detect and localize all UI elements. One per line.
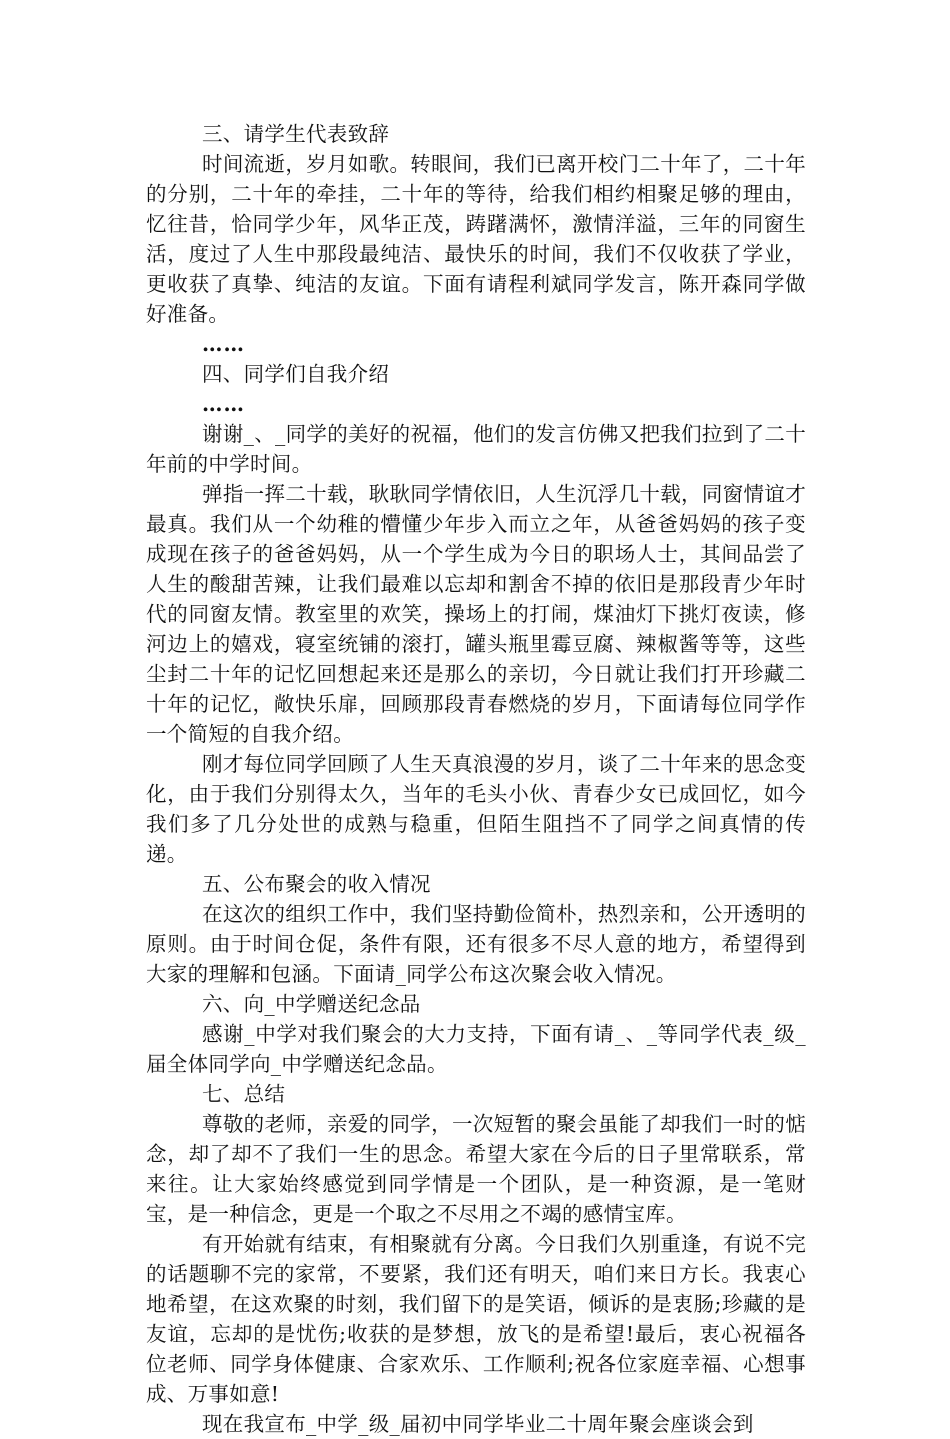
section-heading-6: 六、向_中学赠送纪念品 — [202, 992, 421, 1016]
paragraph-memories: 弹指一挥二十载，耿耿同学情依旧，人生沉浮几十载，同窗情谊才最真。我们从一个幼稚的懵懂少年步入而立之年，从爸爸妈妈的孩子变成现在孩子的爸爸妈妈，从一个学生成为今日的职场人士，其间品尝了人生的酸甜苦辣，让我们最难以忘却和割舍不掉的依旧是那段青少年时代的同窗友情。教室里的欢笑，操场上的打闹，煤油灯下挑灯夜读，修河边上的嬉戏，寝室统铺的滚打，罐头瓶里霉豆腐、辣椒酱等等，这些尘封二十年的记忆回想起来还是那么的亲切，今日就让我们打开珍藏二十年的记忆，敞快乐扉，回顾那段青春燃烧的岁月，下面请每位同学作一个简短的自我介绍。 — [146, 482, 806, 746]
paragraph-student-speech: 时间流逝，岁月如歌。转眼间，我们已离开校门二十年了，二十年的分别，二十年的牵挂，二十年的等待，给我们相约相聚足够的理由，忆往昔，恰同学少年，风华正茂，踌躇满怀，激情洋溢，三年的同窗生活，度过了人生中那段最纯洁、最快乐的时间，我们不仅收获了学业，更收获了真挚、纯洁的友谊。下面有请程利斌同学发言，陈开森同学做好准备。 — [146, 152, 806, 326]
paragraph-reflection: 刚才每位同学回顾了人生天真浪漫的岁月，谈了二十年来的思念变化，由于我们分别得太久，当年的毛头小伙、青春少女已成回忆，如今我们多了几分处世的成熟与稳重，但陌生阻挡不了同学之间真情的传递。 — [146, 752, 806, 866]
section-heading-3: 三、请学生代表致辞 — [202, 122, 390, 146]
paragraph-income: 在这次的组织工作中，我们坚持勤俭简朴，热烈亲和，公开透明的原则。由于时间仓促，条件有限，还有很多不尽人意的地方，希望得到大家的理解和包涵。下面请_同学公布这次聚会收入情况。 — [146, 902, 806, 986]
paragraph-closing: 现在我宣布_中学_级_届初中同学毕业二十周年聚会座谈会到 — [202, 1412, 754, 1436]
paragraph-farewell: 有开始就有结束，有相聚就有分离。今日我们久别重逢，有说不完的话题聊不完的家常，不要紧，我们还有明天，咱们来日方长。我衷心地希望，在这欢聚的时刻，我们留下的是笑语，倾诉的是衷肠;珍藏的是友谊，忘却的是忧伤;收获的是梦想，放飞的是希望!最后，衷心祝福各位老师、同学身体健康、合家欢乐、工作顺利;祝各位家庭幸福、心想事成、万事如意! — [146, 1232, 806, 1406]
section-heading-5: 五、公布聚会的收入情况 — [202, 872, 431, 896]
section-heading-4: 四、同学们自我介绍 — [202, 362, 390, 386]
paragraph-thanks: 谢谢_、_同学的美好的祝福，他们的发言仿佛又把我们拉到了二十年前的中学时间。 — [146, 422, 806, 476]
paragraph-summary: 尊敬的老师，亲爱的同学，一次短暂的聚会虽能了却我们一时的惦念，却了却不了我们一生的思念。希望大家在今后的日子里常联系，常来往。让大家始终感觉到同学情是一个团队，是一种资源，是一笔财宝，是一种信念，更是一个取之不尽用之不竭的感情宝库。 — [146, 1112, 806, 1226]
paragraph-souvenir: 感谢_中学对我们聚会的大力支持，下面有请_、_等同学代表_级_届全体同学向_中学赠送纪念品。 — [146, 1022, 806, 1076]
document-body — [146, 119, 806, 1439]
ellipsis: …… — [202, 332, 245, 356]
ellipsis: …… — [202, 392, 245, 416]
section-heading-7: 七、总结 — [202, 1082, 286, 1106]
